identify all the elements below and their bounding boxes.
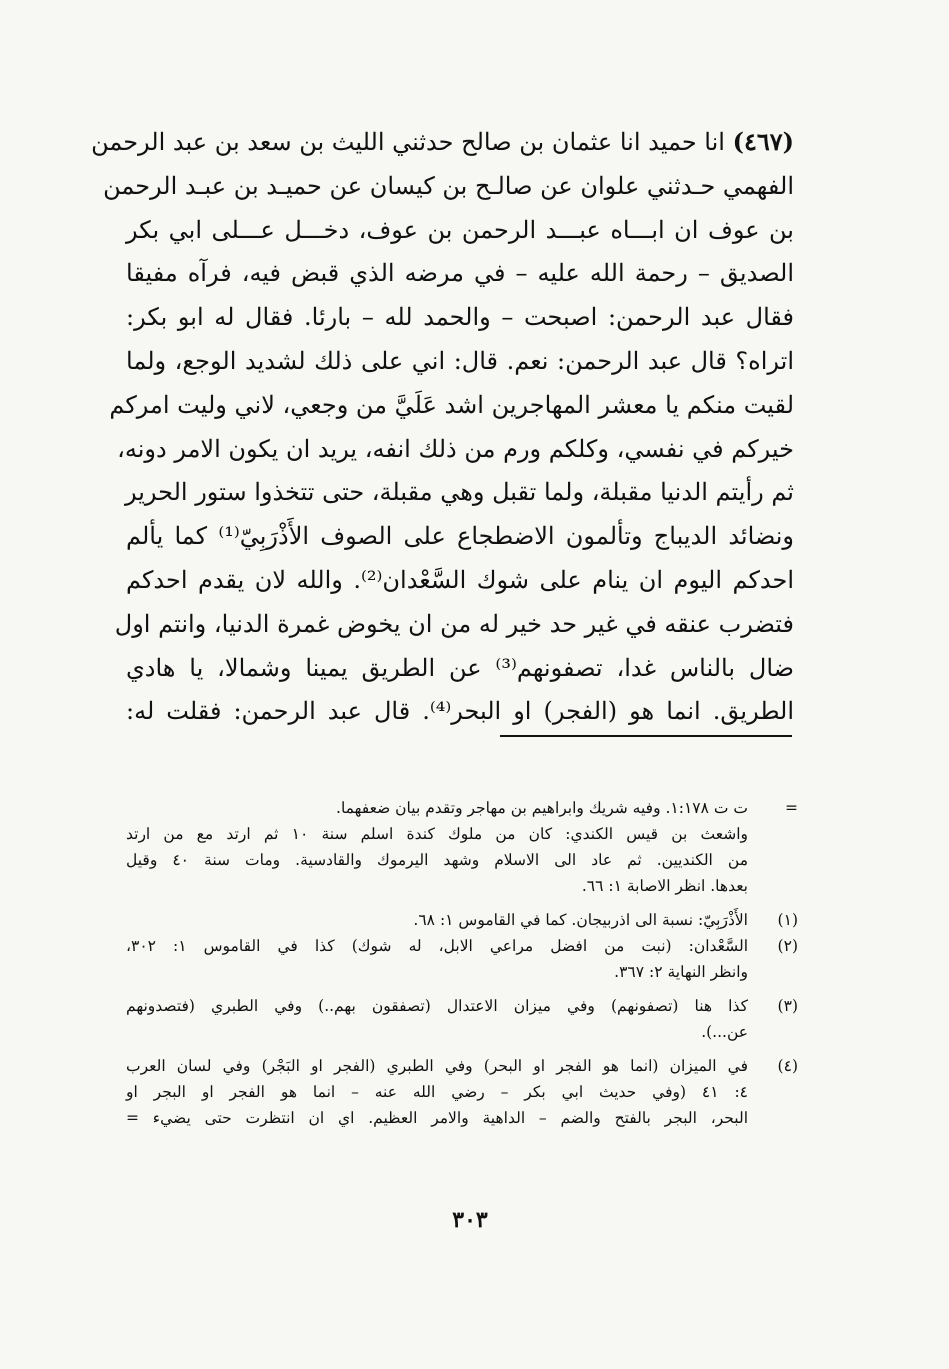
- footnote-line: عن...).: [701, 1023, 748, 1041]
- main-text-line: خيركم في نفسي، وكلكم ورم من ذلك انفه، يريد ان يكون الامر دونه،: [117, 434, 794, 463]
- footnote-line: وانظر النهاية ٢: ٣٦٧.: [614, 963, 748, 981]
- main-text-line: الصديق – رحمة الله عليه – في مرضه الذي قبض فيه، فرآه مفيقا: [126, 259, 794, 288]
- main-text-line: ضال بالناس غدا، تصفونهم⁽³⁾ عن الطريق يمينا وشمالا، يا هادي: [126, 653, 795, 682]
- footnote-line: البحر، البجر بالفتح والضم – الداهية والامر العظيم. اي ان انتظرت حتى يضيء =: [126, 1109, 748, 1127]
- footnote-line: السَّعْدان: (نبت من افضل مراعي الابل، له شوك) كذا في القاموس ١: ٣٠٢،: [126, 937, 748, 955]
- continuation-marker: =: [785, 799, 798, 817]
- main-text-line: فقال عبد الرحمن: اصبحت – والحمد لله – بارئا. فقال له ابو بكر:: [126, 303, 794, 332]
- footnote-2: [126, 933, 798, 985]
- footnote-line: كذا هنا (تصفونهم) وفي ميزان الاعتدال (تصفقون بهم..) وفي الطبري (فتصدونهم: [126, 997, 748, 1015]
- footnote-number: (٣): [777, 997, 798, 1015]
- main-text-line: الفهمي حـدثني علوان عن صالـح بن كيسان عن حميـد بن عبـد الرحمن: [103, 171, 794, 200]
- line-text: انا حميد انا عثمان بن صالح حدثني الليث بن سعد بن عبد الرحمن: [91, 128, 725, 156]
- main-text-line: الطريق. انما هو (الفجر) او البحر⁽⁴⁾. قال عبد الرحمن: فقلت له:: [126, 697, 794, 726]
- footnote-separator: [500, 735, 792, 737]
- page-number: ٣٠٣: [452, 1207, 488, 1233]
- footnote-line: ت ت ١:١٧٨. وفيه شريك وابراهيم بن مهاجر وتقدم بيان ضعفهما.: [336, 799, 748, 817]
- main-text-line: ونضائد الديباج وتألمون الاضطجاع على الصوف الأَذْرَبِيّ⁽¹⁾ كما يألم: [126, 522, 794, 551]
- footnote-line: ٤: ٤١ (وفي حديث ابي بكر – رضي الله عنه – انما هو الفجر او البجر او: [126, 1083, 748, 1101]
- footnote-line: في الميزان (انما هو الفجر او البحر) وفي الطبري (الفجر او البَجْر) وفي لسان العرب: [126, 1057, 748, 1075]
- footnote-number: (٢): [777, 937, 798, 955]
- footnote-line: واشعث بن قيس الكندي: كان من ملوك كندة اسلم سنة ١٠ ثم ارتد مع من ارتد: [126, 825, 749, 843]
- main-text-line: فتضرب عنقه في غير حد خير له من ان يخوض غمرة الدنيا، وانتم اول: [114, 609, 794, 638]
- footnote-continuation: [126, 795, 798, 899]
- main-text-line: [91, 120, 794, 165]
- footnote-3: [126, 993, 798, 1045]
- hadith-number: (٤٦٧): [732, 127, 794, 156]
- main-text-line: بن عوف ان ابـــاه عبـــد الرحمن بن عوف، دخـــل عـــلى ابي بكر: [126, 215, 794, 244]
- main-text-line: ثم رأيتم الدنيا مقبلة، ولما تقبل وهي مقبلة، حتى تتخذوا ستور الحرير: [124, 478, 794, 507]
- footnotes: [126, 795, 798, 1131]
- main-text-line: لقيت منكم يا معشر المهاجرين اشد عَلَيَّ من وجعي، لاني وليت امركم: [109, 390, 794, 419]
- footnote-number: (١): [777, 911, 798, 929]
- footnote-line: من الكنديين. ثم عاد الى الاسلام وشهد اليرموك والقادسية. ومات سنة ٤٠ وقيل: [126, 851, 748, 869]
- main-text: [91, 120, 795, 734]
- footnote-line: الأَذْرَبِيّ: نسبة الى اذربيجان. كما في القاموس ١: ٦٨.: [413, 911, 748, 929]
- footnote-4: [126, 1053, 798, 1131]
- main-text-line: احدكم اليوم ان ينام على شوك السَّعْدان⁽²⁾. والله لان يقدم احدكم: [126, 565, 794, 594]
- main-text-line: اتراه؟ قال عبد الرحمن: نعم. قال: اني على ذلك لشديد الوجع، ولما: [126, 346, 794, 375]
- footnote-1: [126, 907, 798, 933]
- footnote-line: بعدها. انظر الاصابة ١: ٦٦.: [581, 877, 748, 895]
- footnote-number: (٤): [777, 1057, 798, 1075]
